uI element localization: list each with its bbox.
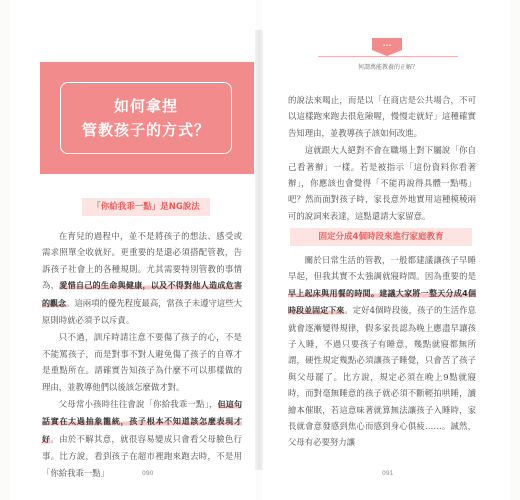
highlighted-text: 但這句話實在太過抽象籠統，孩子根本不知道該怎麼表現才好 <box>42 400 242 444</box>
chapter-tab-icon <box>372 38 402 56</box>
right-paragraph <box>288 252 476 451</box>
chapter-title-banner <box>40 62 254 174</box>
body-text-run: 的說法來喝止，而是以「在商店是公共場合，不可以這樣跑來跑去很危險喔，慢慢走就好」這種確實告知理由，並教導孩子該如何改進。 <box>288 95 476 138</box>
left-paragraph <box>42 329 242 395</box>
body-text-run: 關於日常生活的管教，一般都建議讓孩子早睡早起，但我其實不太強調就寢時間。因為重要的是 <box>288 255 476 282</box>
section-heading-right: 固定分成4個時段來進行家庭教育 <box>290 228 472 246</box>
right-intro-paragraph <box>288 92 476 141</box>
body-text-run: 。定好4個時段後，孩子的生活作息就會逐漸變得規律，假多家長認為晚上應盡早讓孩子入睡，不過只要孩子有睡意，幾點就寢都無所謂，硬性規定幾點必須讓孩子睡覺，只會苦了孩子與父母罷了。比方說，規定必須在晚上9點就寢時，而對毫無睡意的孩子就必須不斷輕拍哄睡，讀繪本催眠，若這意味著就算無法讓孩子入睡時，家長就會意發感到焦心而感到身心俱疲……。誠然，父母有必要努力讓 <box>288 305 477 448</box>
svg-text:•••: ••• <box>382 43 392 49</box>
book-gutter <box>255 30 263 470</box>
right-intro-text <box>288 92 476 224</box>
running-head: 何謂萬能教養的正解？ <box>357 64 418 71</box>
chapter-title-line-1: 如何拿捏 <box>113 97 178 115</box>
body-text-run: 這就跟大人絕對不會在職場上對下屬說「你自己看著辦」一樣。若是被指示「這份資料你看著辦」，你應該也會覺得「不能再說得具體一點嗎」吧？然而面對孩子時，家長意外地實用這種模稜兩可的說詞來表達，這點還請大家留意。 <box>288 145 476 221</box>
chapter-title-frame <box>60 82 232 154</box>
left-body-text <box>42 228 242 481</box>
body-text-run: 只不過，訓斥時請注意不要傷了孩子的心，不是不能罵孩子，而是對事不對人避免傷了孩子的自尊才是重點所在。請確實告知孩子為什麼不可以那樣做的理由，並教導他們以後該怎麼做才對。 <box>42 332 242 392</box>
body-text-run: 。由於不解其意，就很容易變成只會看父母臉色行事。比方說，看到孩子在超市裡跑來跑去時，不是用「你給我乖一點」 <box>42 433 243 478</box>
highlighted-text: 愛惜自己的生命與健康，以及不得對他人造成危害的觀念 <box>42 281 243 308</box>
body-text-run: 父母常小孩時往往會說「你給我乖一點」， <box>58 399 218 410</box>
right-body-text <box>288 252 476 451</box>
chapter-title-line-2: 管教孩子的方式？ <box>81 121 210 139</box>
highlighted-text: 早上起床與用餐的時間。建議大家將一整天分成4個時段並固定下來 <box>288 288 476 316</box>
left-paragraph <box>42 396 242 481</box>
section-heading-left: 「你給我乖一點」是NG說法 <box>82 198 210 216</box>
page-number-right: 091 <box>382 470 394 477</box>
page-number-left: 090 <box>142 470 154 477</box>
body-text-run: 在育兒的過程中，並不是將孩子的想法、感受或需求照單全收就好。更重要的是還必須搭配管教，告訴孩子社會上的各種規則。尤其需要特別管教的事情為， <box>42 231 242 291</box>
body-text-run: 。這兩項的優先程度最高，當孩子未遵守這些大原則時就必須予以斥責。 <box>42 297 243 326</box>
right-intro-paragraph <box>288 142 476 224</box>
running-head-rule <box>318 56 458 57</box>
left-paragraph <box>42 228 242 328</box>
